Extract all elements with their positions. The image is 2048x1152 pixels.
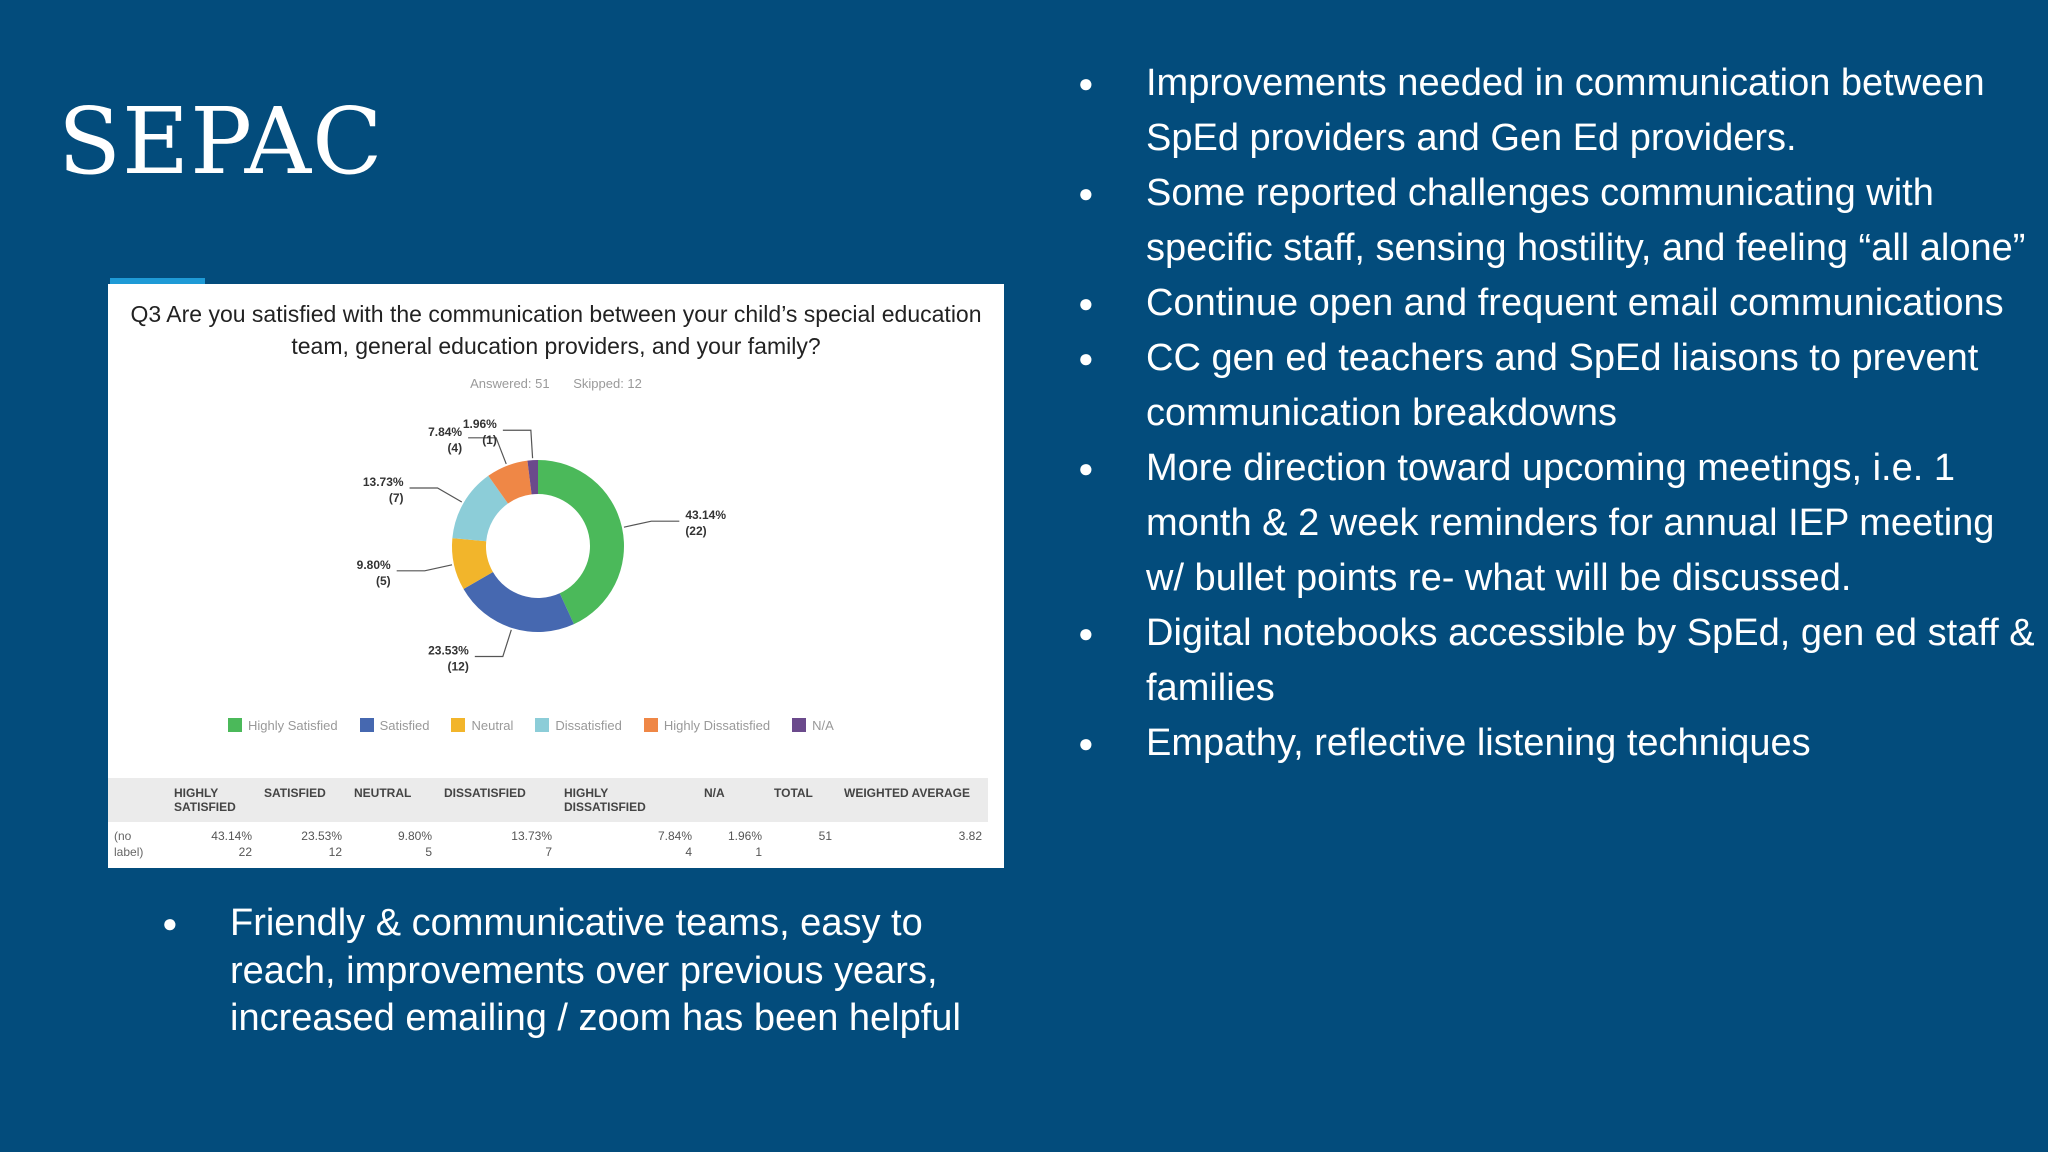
slice-count-label: (12): [447, 659, 469, 674]
slice-percent-label: 7.84%: [428, 424, 463, 439]
legend-label: N/A: [812, 718, 834, 733]
stats-header-cell: HIGHLY DISSATISFIED: [558, 778, 698, 822]
leader-line: [410, 488, 462, 502]
stats-percent: 1.96%: [727, 829, 762, 843]
stats-count: 51: [818, 829, 832, 843]
survey-chart-card: [108, 284, 1004, 868]
chart-legend: [228, 718, 868, 741]
slice-count-label: (1): [482, 433, 497, 448]
stats-header-cell: TOTAL: [768, 778, 838, 822]
stats-percent: 13.73%: [511, 829, 552, 843]
stats-cell: [348, 822, 438, 862]
legend-swatch: [228, 718, 242, 732]
legend-swatch: [644, 718, 658, 732]
stats-cell: [168, 822, 258, 862]
donut-chart: [108, 284, 1004, 714]
bullet-item: ● Continue open and frequent email communications: [1078, 276, 2038, 331]
legend-label: Highly Dissatisfied: [663, 718, 771, 733]
stats-percent: 7.84%: [657, 829, 692, 843]
stats-cell: [558, 822, 698, 862]
legend-swatch: [451, 718, 465, 732]
bullet-item: ● Empathy, reflective listening techniques: [1078, 716, 2038, 771]
stats-header-cell: N/A: [698, 778, 768, 822]
stats-cell: [698, 822, 768, 862]
leader-line: [475, 630, 511, 657]
leader-line: [397, 565, 452, 571]
stats-percent: 9.80%: [397, 829, 432, 843]
legend-swatch: [535, 718, 549, 732]
slice-percent-label: 13.73%: [362, 474, 404, 489]
bullet-item: ● Friendly & communicative teams, easy to reach, improvements over previous years, increased emailing / zoom has been helpful: [162, 900, 1002, 1043]
stats-header-cell: WEIGHTED AVERAGE: [838, 778, 988, 822]
bullet-item: ● More direction toward upcoming meetings, i.e. 1 month & 2 week reminders for annual IEP meeting w/ bullet points re- what will be discussed.: [1078, 441, 2038, 606]
legend-item: [535, 718, 621, 733]
stats-header-cell: NEUTRAL: [348, 778, 438, 822]
slide-title: SEPAC: [58, 88, 384, 195]
bullet-item: ● Some reported challenges communicating with specific staff, sensing hostility, and feeling “all alone”: [1078, 166, 2038, 276]
stats-row-label: (no label): [114, 829, 144, 859]
legend-item: [451, 718, 513, 733]
slice-count-label: (5): [376, 573, 391, 588]
stats-count: 4: [685, 845, 692, 859]
slice-count-label: (4): [447, 440, 463, 455]
stats-data-row: [108, 822, 988, 862]
stats-percent: 23.53%: [301, 829, 342, 843]
legend-label: Neutral: [471, 718, 514, 733]
stats-count: 7: [545, 845, 552, 859]
legend-swatch: [792, 718, 806, 732]
stats-cell: [438, 822, 558, 862]
stats-count: 3.82: [958, 829, 982, 843]
legend-swatch: [360, 718, 374, 732]
slice-percent-label: 1.96%: [462, 417, 497, 432]
donut-slice: [464, 572, 574, 632]
stats-cell: [768, 822, 838, 862]
stats-header-cell: HIGHLY SATISFIED: [168, 778, 258, 822]
stats-header-blank: [108, 778, 168, 822]
leader-line: [624, 521, 679, 527]
stats-cell: [838, 822, 988, 862]
slice-percent-label: 9.80%: [356, 557, 391, 572]
legend-label: Highly Satisfied: [248, 718, 338, 733]
slice-percent-label: 43.14%: [685, 508, 727, 523]
stats-count: 12: [328, 845, 342, 859]
stats-cell: [258, 822, 348, 862]
stats-count: 1: [755, 845, 762, 859]
stats-count: 22: [238, 845, 252, 859]
stats-header-row: [108, 778, 988, 822]
bullet-item: ● CC gen ed teachers and SpEd liaisons to prevent communication breakdowns: [1078, 331, 2038, 441]
skipped-count: Skipped: 12: [573, 376, 642, 391]
legend-item: [228, 718, 338, 733]
left-bullet-list: [162, 900, 1002, 1043]
stats-header-cell: SATISFIED: [258, 778, 348, 822]
slice-percent-label: 23.53%: [428, 643, 469, 658]
chart-title: Q3 Are you satisfied with the communication between your child’s special education team, general education providers, and your family?: [130, 301, 982, 359]
legend-item: [792, 718, 834, 733]
stats-header-cell: DISSATISFIED: [438, 778, 558, 822]
legend-label: Satisfied: [379, 718, 430, 733]
legend-item: [644, 718, 770, 733]
bullet-item: ● Improvements needed in communication between SpEd providers and Gen Ed providers.: [1078, 56, 2038, 166]
bullet-item: ● Digital notebooks accessible by SpEd, gen ed staff & families: [1078, 606, 2038, 716]
stats-count: 5: [425, 845, 432, 859]
stats-table: [108, 778, 988, 862]
stats-percent: 43.14%: [211, 829, 252, 843]
leader-line: [503, 430, 533, 458]
legend-item: [360, 718, 430, 733]
answered-count: Answered: 51: [470, 376, 550, 391]
slice-count-label: (7): [388, 490, 404, 505]
legend-label: Dissatisfied: [555, 718, 622, 733]
slice-count-label: (22): [685, 524, 707, 539]
right-bullet-list: [1078, 56, 2038, 771]
